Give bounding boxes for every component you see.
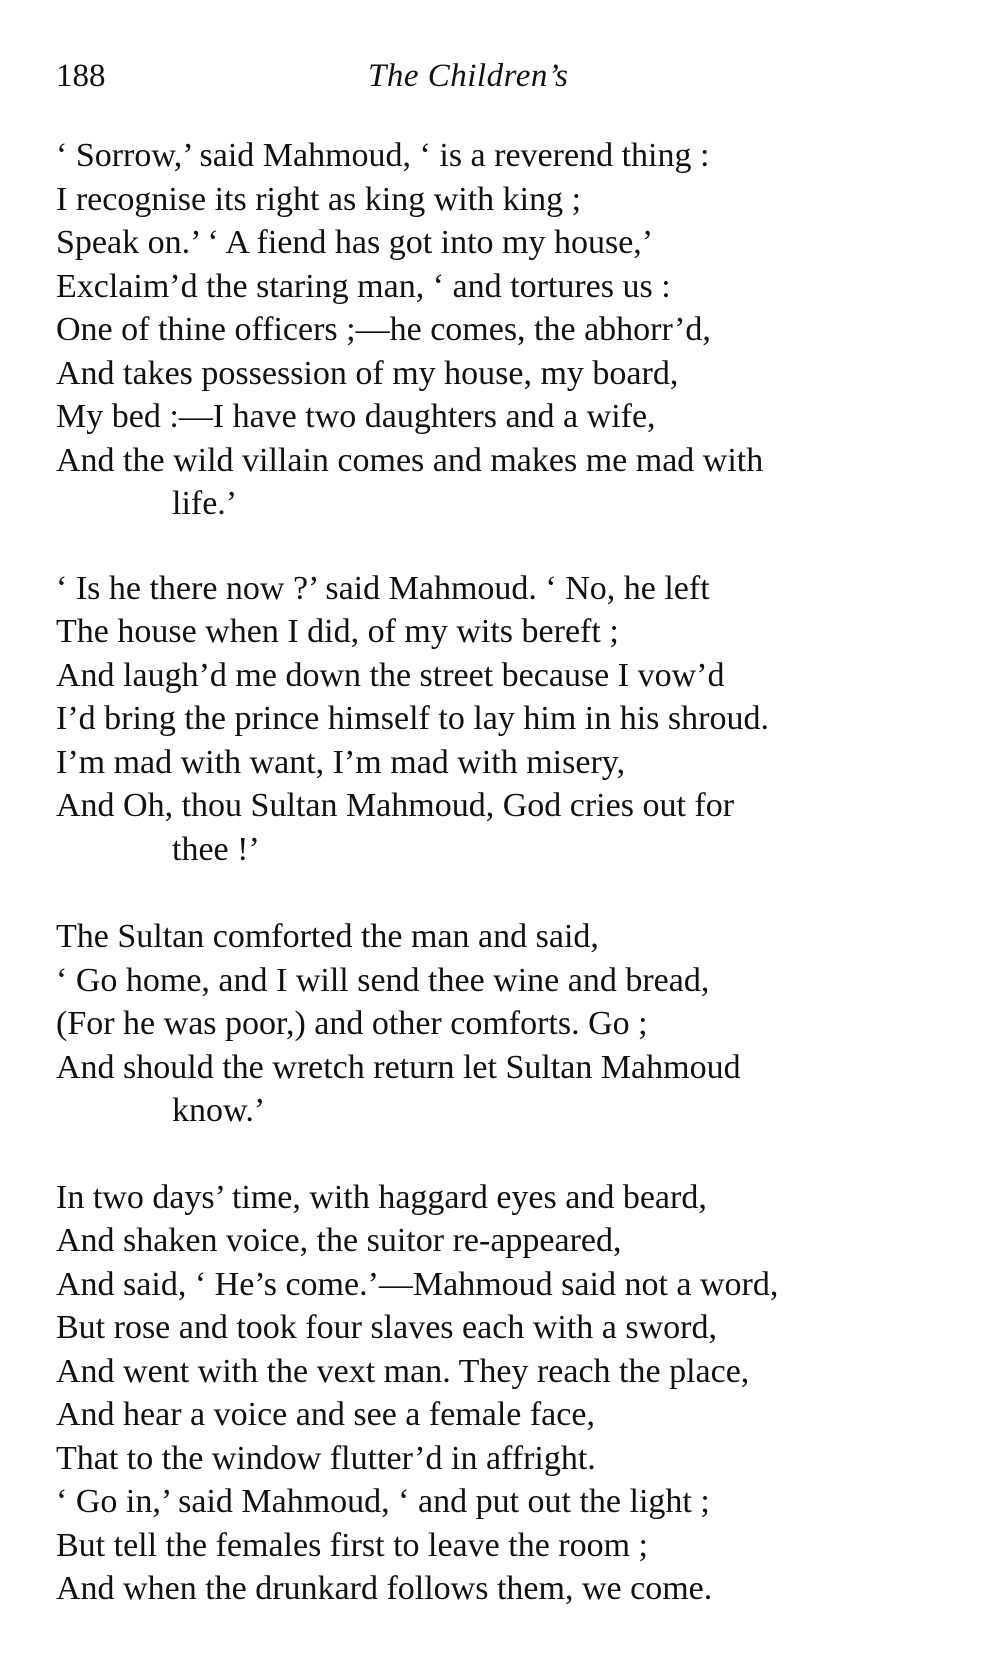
stanza-2	[56, 567, 936, 872]
verse-line: One of thine officers ;—he comes, the abhorr’d,	[56, 311, 711, 348]
verse-line-continuation: know.’	[172, 1092, 266, 1129]
verse-line: But tell the females first to leave the room ;	[56, 1526, 648, 1564]
running-head	[56, 58, 936, 102]
verse-line: And takes possession of my house, my board,	[56, 354, 679, 392]
verse-line: The Sultan comforted the man and said,	[56, 918, 599, 955]
verse-line: And shaken voice, the suitor re-appeared,	[56, 1222, 622, 1259]
verse-line-continuation: thee !’	[172, 830, 260, 868]
verse-line: ‘ Is he there now ?’ said Mahmoud. ‘ No, he left	[56, 569, 710, 607]
verse-line: And the wild villain comes and makes me mad with	[56, 441, 764, 479]
verse-line: And when the drunkard follows them, we come.	[56, 1570, 713, 1607]
verse-line: My bed :—I have two daughters and a wife,	[56, 398, 656, 435]
stanza-3	[56, 915, 936, 1133]
verse-line: That to the window flutter’d in affright.	[56, 1439, 596, 1477]
verse-line: ‘ Go in,’ said Mahmoud, ‘ and put out the light ;	[56, 1483, 710, 1520]
verse-line: And Oh, thou Sultan Mahmoud, God cries out for	[56, 787, 735, 824]
verse-line: I recognise its right as king with king ;	[56, 180, 582, 218]
verse-line: And went with the vext man. They reach the place,	[56, 1352, 750, 1390]
verse-line: Speak on.’ ‘ A fiend has got into my house,’	[56, 224, 654, 261]
stanza-4	[56, 1176, 936, 1611]
stanza-1	[56, 134, 936, 526]
verse-line-continuation: life.’	[172, 485, 238, 522]
verse-line: I’d bring the prince himself to lay him in his shroud.	[56, 700, 769, 737]
verse-line: But rose and took four slaves each with a sword,	[56, 1309, 717, 1346]
verse-line: And should the wretch return let Sultan Mahmoud	[56, 1048, 741, 1086]
verse-line: The house when I did, of my wits bereft ;	[56, 613, 619, 650]
verse-line: And laugh’d me down the street because I vow’d	[56, 656, 725, 694]
poem	[56, 134, 936, 1611]
verse-line: And hear a voice and see a female face,	[56, 1396, 595, 1433]
verse-line: And said, ‘ He’s come.’—Mahmoud said not a word,	[56, 1265, 779, 1303]
verse-line: (For he was poor,) and other comforts. Go ;	[56, 1005, 648, 1042]
verse-line: Exclaim’d the staring man, ‘ and tortures us :	[56, 267, 671, 305]
verse-line: ‘ Go home, and I will send thee wine and bread,	[56, 961, 710, 999]
verse-line: ‘ Sorrow,’ said Mahmoud, ‘ is a reverend thing :	[56, 137, 710, 174]
running-title: The Children’s	[368, 58, 569, 94]
verse-line: In two days’ time, with haggard eyes and beard,	[56, 1178, 707, 1216]
page-number: 188	[56, 58, 106, 94]
verse-line: I’m mad with want, I’m mad with misery,	[56, 743, 626, 781]
